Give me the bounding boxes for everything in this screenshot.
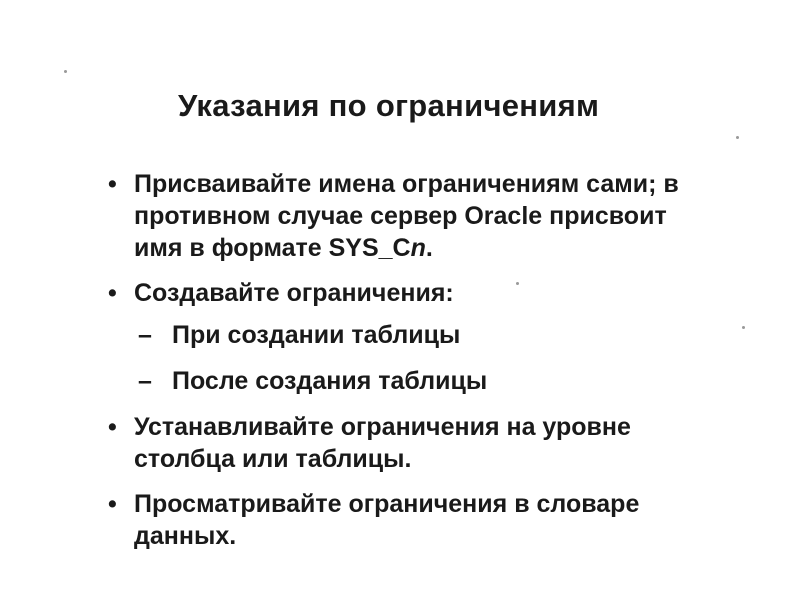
bullet-icon: •	[108, 170, 117, 198]
sub-item-on-create	[108, 319, 768, 351]
item-text-line: Создавайте ограничения:	[134, 279, 454, 307]
list-item-create	[108, 277, 768, 309]
item-text-line: противном случае сервер Oracle присвоит	[134, 202, 667, 230]
bullet-icon: •	[108, 413, 117, 441]
bullet-icon: •	[108, 279, 117, 307]
item-text-line: данных.	[134, 522, 237, 550]
item-text-line: Присваивайте имена ограничениям сами; в	[134, 170, 679, 198]
sub-item-after-create	[108, 365, 768, 397]
scan-speck	[64, 70, 67, 73]
bullet-icon: •	[108, 490, 117, 518]
sub-item-text: После создания таблицы	[172, 367, 488, 395]
item-text-line: Просматривайте ограничения в словаре	[134, 490, 640, 518]
list-item-naming	[108, 168, 768, 264]
sub-item-text: При создании таблицы	[172, 321, 461, 349]
slide-title: Указания по ограничениям	[178, 88, 600, 123]
item-text-line: столбца или таблицы.	[134, 445, 412, 473]
item-text-line: Устанавливайте ограничения на уровне	[134, 413, 631, 441]
list-item-level	[108, 411, 768, 475]
dash-icon: –	[138, 367, 152, 395]
scan-speck	[736, 136, 739, 139]
item-text-prefix: имя в формате SYS_C	[134, 234, 411, 262]
item-text-line	[134, 232, 768, 264]
dash-icon: –	[138, 321, 152, 349]
scan-speck	[516, 282, 519, 285]
guidelines-list	[108, 168, 768, 565]
scan-speck	[742, 326, 745, 329]
list-item-dictionary	[108, 488, 768, 552]
item-text-suffix: .	[425, 234, 433, 262]
item-text-italic: n	[410, 234, 426, 262]
